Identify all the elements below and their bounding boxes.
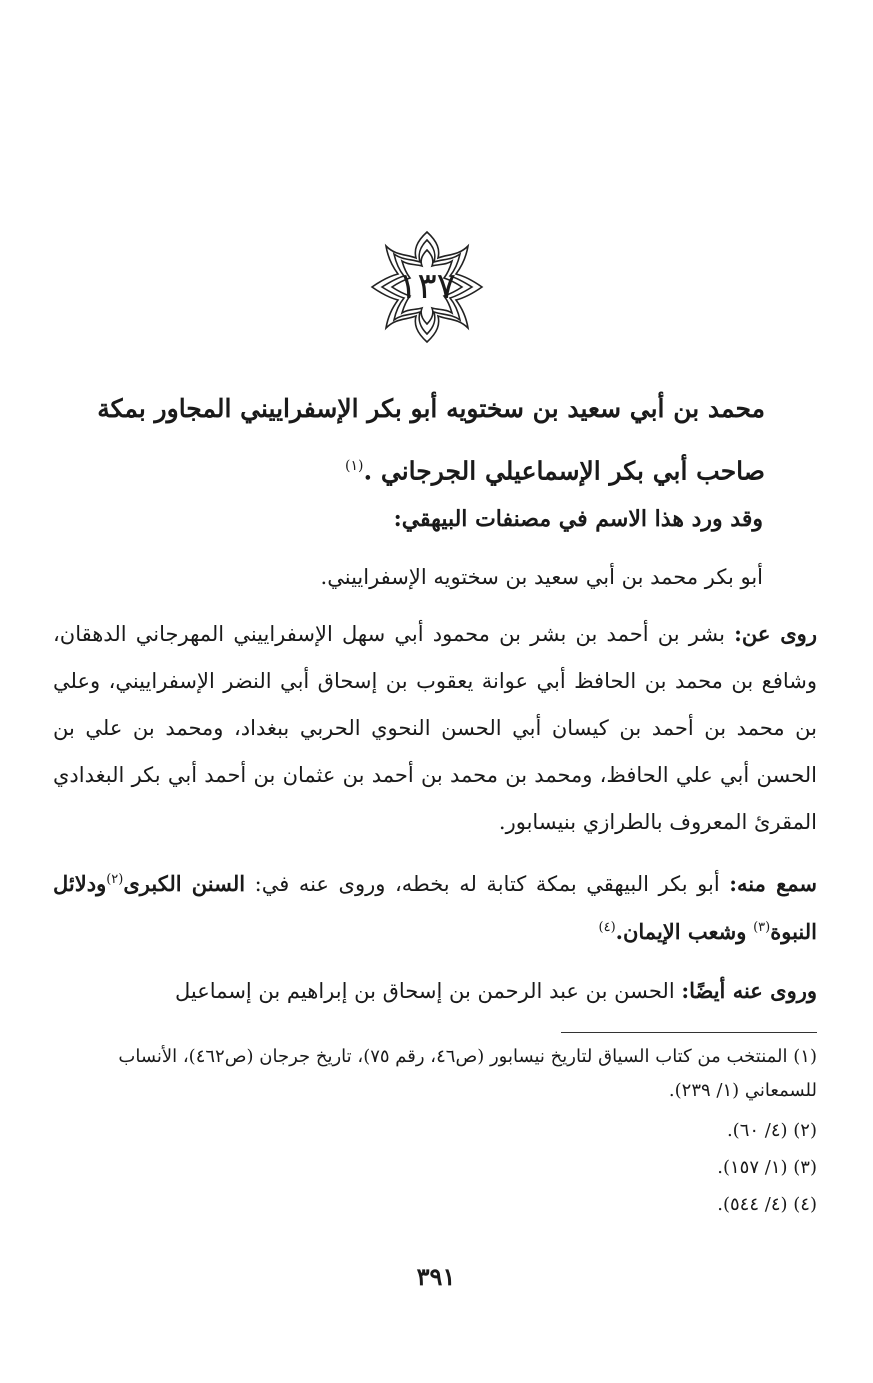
- footnote-text: (٤/ ٥٤٤).: [717, 1194, 788, 1215]
- footnote-3: [53, 1151, 817, 1185]
- entry-number: ١٣٧: [397, 266, 456, 307]
- alias-line: أبو بكر محمد بن أبي سعيد بن سختويه الإسفراييني.: [320, 565, 763, 589]
- heard-from-him-paragraph: [53, 860, 817, 956]
- footnote-ref-1: (١): [345, 458, 364, 474]
- book-title-shuab: وشعب الإيمان.: [615, 919, 747, 944]
- entry-heading-text: صاحب أبي بكر الإسماعيلي الجرجاني .: [363, 456, 765, 486]
- entry-heading-line-2: [65, 437, 765, 500]
- footnote-divider: [561, 1032, 817, 1033]
- book-title-sunan: السنن الكبرى: [123, 871, 246, 896]
- footnote-mark: (٤): [793, 1194, 817, 1215]
- narrated-from-text: بشر بن أحمد بن بشر بن محمود أبي سهل الإسفراييني المهرجاني الدهقان، وشافع بن محمد بن الحافظ أبي عوانة يعقوب بن إسحاق أبي النضر الإسفراييني، وعلي بن محمد بن أحمد بن كيسان أبي الحسن النحوي الحربي ببغداد، ومحمد بن علي بن الحسن أبي علي الحافظ، ومحمد بن محمد بن أحمد بن عثمان بن أحمد أبي بكر البغدادي المقرئ المعروف بالطرازي بنيسابور.: [53, 622, 817, 834]
- page-number: ٣٩١: [416, 1262, 456, 1291]
- entry-heading-line-1: محمد بن أبي سعيد بن سختويه أبو بكر الإسفراييني المجاور بمكة: [97, 394, 765, 423]
- footnote-ref-3: (٣): [753, 920, 771, 935]
- footnote-text: المنتخب من كتاب السياق لتاريخ نيسابور (ص٤٦، رقم ٧٥)، تاريخ جرجان (ص٤٦٢)، الأنساب للسمعاني (١/ ٢٣٩).: [118, 1046, 817, 1101]
- footnote-text: (١/ ١٥٧).: [717, 1157, 788, 1178]
- footnote-mark: (١): [793, 1046, 817, 1067]
- also-narrated-paragraph: [53, 967, 817, 1015]
- heard-from-him-text: أبو بكر البيهقي بمكة كتابة له بخطه، وروى عنه في:: [254, 872, 720, 896]
- narrated-from-label: روى عن:: [734, 621, 817, 646]
- footnote-ref-2: (٢): [106, 872, 124, 887]
- footnote-2: [53, 1114, 817, 1148]
- footnote-1: [53, 1040, 817, 1108]
- also-narrated-text: الحسن بن عبد الرحمن بن إسحاق بن إبراهيم بن إسماعيل: [175, 979, 675, 1003]
- footnote-mark: (٣): [793, 1157, 817, 1178]
- footnote-mark: (٢): [793, 1120, 817, 1141]
- footnote-text: (٤/ ٦٠).: [726, 1120, 788, 1141]
- also-narrated-label: وروى عنه أيضًا:: [681, 978, 817, 1003]
- book-title-dalail: ودلائل النبوة: [53, 871, 817, 944]
- narrated-from-paragraph: [53, 610, 817, 846]
- subheading: وقد ورد هذا الاسم في مصنفات البيهقي:: [393, 506, 763, 532]
- footnote-ref-4: (٤): [598, 920, 616, 935]
- heard-from-him-label: سمع منه:: [729, 871, 817, 896]
- footnote-4: [53, 1188, 817, 1222]
